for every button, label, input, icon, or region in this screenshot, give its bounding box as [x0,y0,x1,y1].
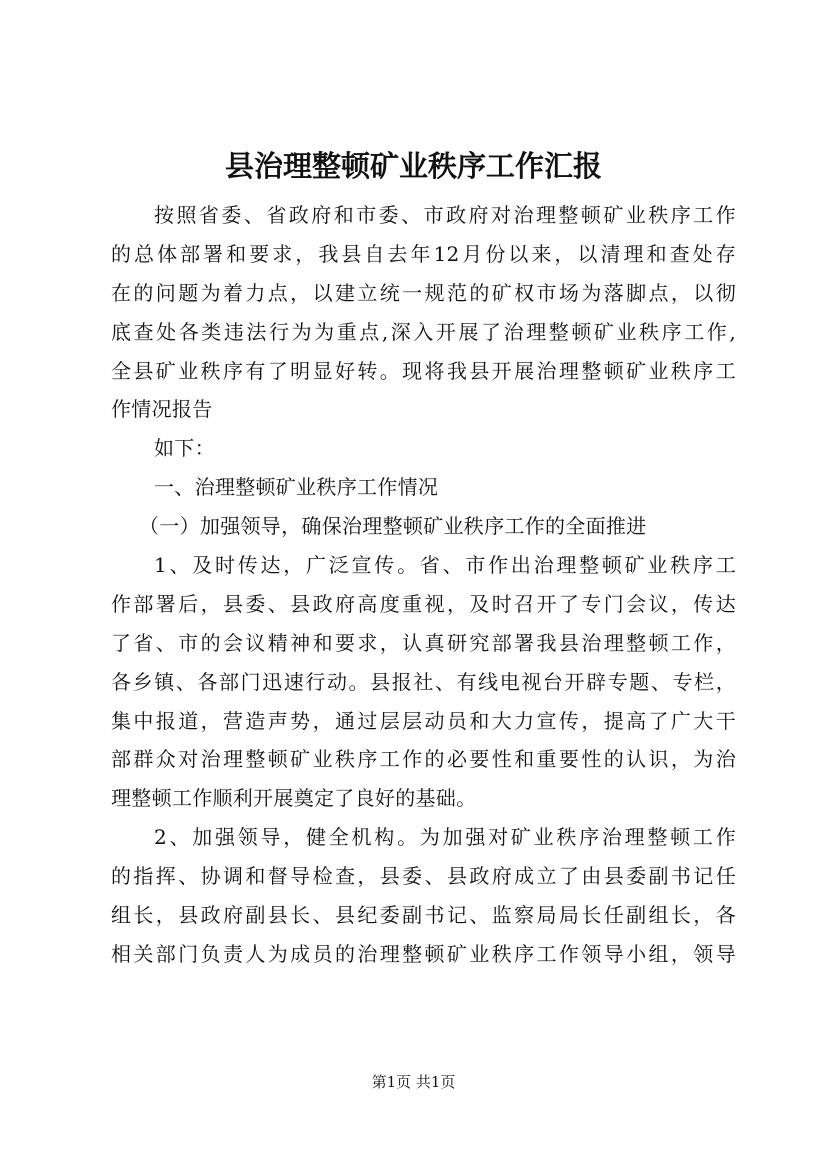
body-line: 各乡镇、各部门迅速行动。县报社、有线电视台开辟专题、专栏， [111,669,736,694]
body-line: 集中报道，营造声势，通过层层动员和大力宣传，提高了广大干 [111,708,736,733]
body-line: 底查处各类违法行为为重点,深入开展了治理整顿矿业秩序工作, [111,319,736,344]
body-line: 作情况报告 [111,397,213,422]
section-heading: 一、治理整顿矿业秩序工作情况 [154,475,439,500]
document-title: 县治理整顿矿业秩序工作汇报 [224,149,602,183]
document-body [111,196,736,974]
subsection-heading: （一）加强领导，确保治理整顿矿业秩序工作的全面推进 [139,514,647,539]
body-line: 了省、市的会议精神和要求，认真研究部署我县治理整顿工作， [111,630,736,655]
body-line: 如下： [154,436,215,461]
page-number-footer: 第1页 共1页 [371,1073,456,1091]
body-line: 的总体部署和要求，我县自去年12月份以来，以清理和查处存 [111,241,736,266]
body-line: 的指挥、协调和督导检查，县委、县政府成立了由县委副书记任 [111,864,736,889]
body-line: 全县矿业秩序有了明显好转。现将我县开展治理整顿矿业秩序工 [111,358,736,383]
body-line: 按照省委、省政府和市委、市政府对治理整顿矿业秩序工作 [154,203,736,227]
body-line: 作部署后，县委、县政府高度重视，及时召开了专门会议，传达 [111,591,736,616]
body-line: 相关部门负责人为成员的治理整顿矿业秩序工作领导小组，领导 [111,941,736,966]
body-line: 组长，县政府副县长、县纪委副书记、监察局局长任副组长，各 [111,903,736,928]
body-line: 理整顿工作顺利开展奠定了良好的基础。 [111,786,477,811]
body-line: 1、及时传达，广泛宣传。省、市作出治理整顿矿业秩序工 [154,553,736,578]
body-line: 在的问题为着力点，以建立统一规范的矿权市场为落脚点，以彻 [111,280,736,305]
body-line: 部群众对治理整顿矿业秩序工作的必要性和重要性的认识，为治 [111,747,736,772]
body-line: 2、加强领导，健全机构。为加强对矿业秩序治理整顿工作 [154,825,736,850]
